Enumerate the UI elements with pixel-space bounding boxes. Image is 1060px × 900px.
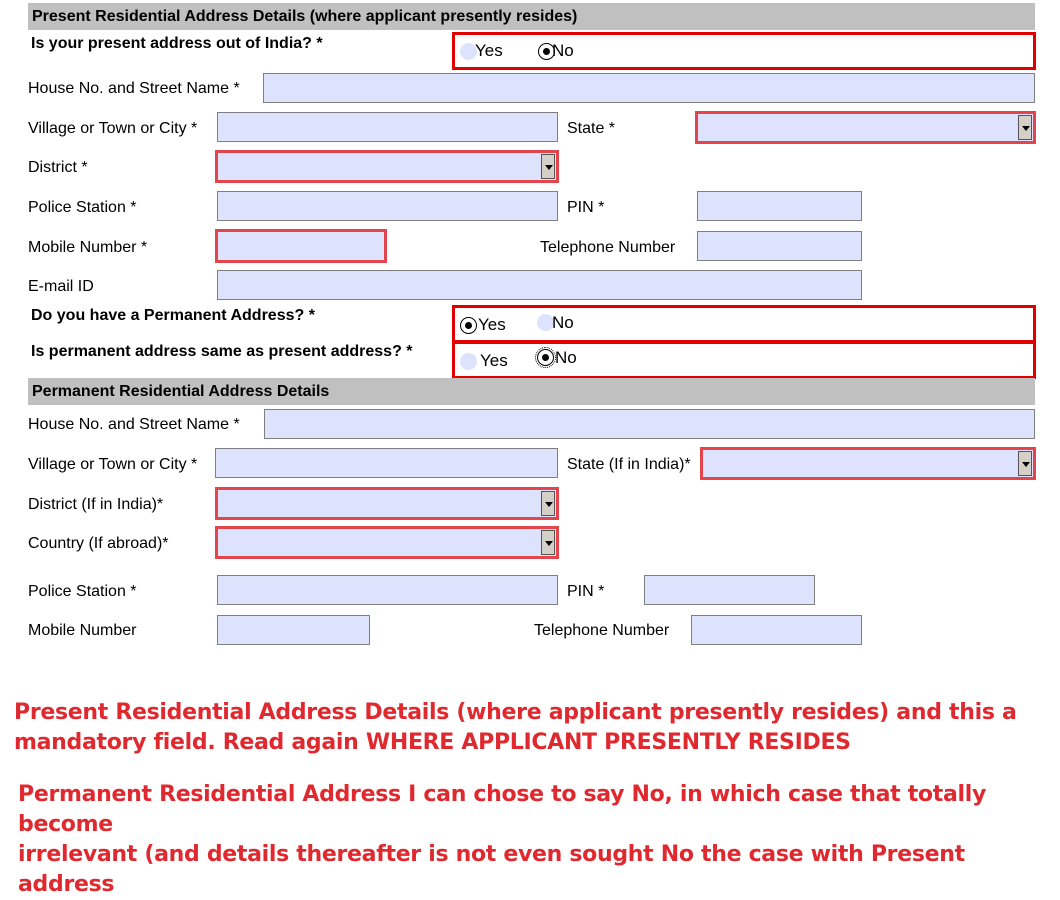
chevron-down-icon[interactable] bbox=[541, 530, 555, 555]
out-of-india-yes-label: Yes bbox=[475, 41, 503, 60]
permanent-village-input[interactable] bbox=[215, 448, 558, 478]
out-of-india-radio-group bbox=[452, 32, 1036, 70]
permanent-address-header: Permanent Residential Address Details bbox=[28, 378, 1035, 405]
same-as-present-no-label: No bbox=[555, 348, 577, 367]
present-village-label: Village or Town or City * bbox=[28, 120, 198, 137]
annotation-note-1-line-1: Present Residential Address Details (where applicant presently resides) and this a bbox=[14, 700, 1017, 725]
present-pin-label: PIN * bbox=[567, 199, 605, 216]
permanent-pin-label: PIN * bbox=[567, 583, 605, 600]
present-house-label: House No. and Street Name * bbox=[28, 80, 240, 97]
permanent-house-label: House No. and Street Name * bbox=[28, 416, 240, 433]
permanent-district-select[interactable] bbox=[215, 487, 559, 520]
present-telephone-label: Telephone Number bbox=[540, 239, 676, 256]
annotation-note-2-line-2: irrelevant (and details thereafter is not even sought No the case with Present address bbox=[18, 842, 965, 897]
annotation-note-1 bbox=[14, 698, 1017, 758]
permanent-country-select[interactable] bbox=[215, 526, 559, 559]
present-pin-input[interactable] bbox=[697, 191, 862, 221]
permanent-village-label: Village or Town or City * bbox=[28, 456, 198, 473]
out-of-india-no-label: No bbox=[552, 41, 574, 60]
annotation-note-2-line-1: Permanent Residential Address I can chose to say No, in which case that totally become bbox=[18, 782, 987, 837]
annotation-note-2 bbox=[18, 780, 1060, 900]
chevron-down-icon[interactable] bbox=[541, 154, 555, 179]
present-email-label: E-mail ID bbox=[28, 278, 94, 295]
have-permanent-yes-label: Yes bbox=[478, 315, 506, 334]
present-state-label: State * bbox=[567, 120, 616, 137]
permanent-house-input[interactable] bbox=[264, 409, 1035, 439]
present-police-label: Police Station * bbox=[28, 199, 137, 216]
same-as-present-radio-group bbox=[452, 341, 1036, 379]
have-permanent-radio-group bbox=[452, 305, 1036, 343]
chevron-down-icon[interactable] bbox=[541, 491, 555, 516]
permanent-telephone-label: Telephone Number bbox=[534, 622, 670, 639]
present-police-input[interactable] bbox=[217, 191, 558, 221]
present-house-input[interactable] bbox=[263, 73, 1035, 103]
present-mobile-label: Mobile Number * bbox=[28, 239, 148, 256]
permanent-mobile-input[interactable] bbox=[217, 615, 370, 645]
permanent-mobile-label: Mobile Number bbox=[28, 622, 137, 639]
permanent-state-select[interactable] bbox=[700, 447, 1036, 480]
permanent-telephone-input[interactable] bbox=[691, 615, 862, 645]
present-email-input[interactable] bbox=[217, 270, 862, 300]
same-as-present-yes-label: Yes bbox=[480, 351, 508, 370]
same-as-present-question: Is permanent address same as present address? * bbox=[31, 343, 413, 360]
annotation-note-1-line-2: mandatory field. Read again WHERE APPLICANT PRESENTLY RESIDES bbox=[14, 730, 851, 755]
permanent-police-input[interactable] bbox=[217, 575, 558, 605]
present-district-label: District * bbox=[28, 159, 88, 176]
same-as-present-yes-radio[interactable] bbox=[460, 353, 477, 370]
out-of-india-question: Is your present address out of India? * bbox=[31, 35, 323, 52]
permanent-police-label: Police Station * bbox=[28, 583, 137, 600]
have-permanent-no-label: No bbox=[552, 313, 574, 332]
present-telephone-input[interactable] bbox=[697, 231, 862, 261]
same-as-present-no-radio[interactable] bbox=[537, 349, 554, 366]
present-village-input[interactable] bbox=[217, 112, 558, 142]
permanent-pin-input[interactable] bbox=[644, 575, 815, 605]
present-district-select[interactable] bbox=[215, 150, 559, 183]
chevron-down-icon[interactable] bbox=[1018, 451, 1032, 476]
have-permanent-yes-radio[interactable] bbox=[460, 317, 477, 334]
permanent-district-label: District (If in India)* bbox=[28, 496, 164, 513]
have-permanent-question: Do you have a Permanent Address? * bbox=[31, 307, 315, 324]
permanent-country-label: Country (If abroad)* bbox=[28, 535, 169, 552]
present-mobile-input[interactable] bbox=[215, 229, 387, 263]
permanent-state-label: State (If in India)* bbox=[567, 456, 691, 473]
chevron-down-icon[interactable] bbox=[1018, 115, 1032, 140]
present-address-header: Present Residential Address Details (where applicant presently resides) bbox=[28, 3, 1035, 30]
present-state-select[interactable] bbox=[695, 111, 1036, 144]
